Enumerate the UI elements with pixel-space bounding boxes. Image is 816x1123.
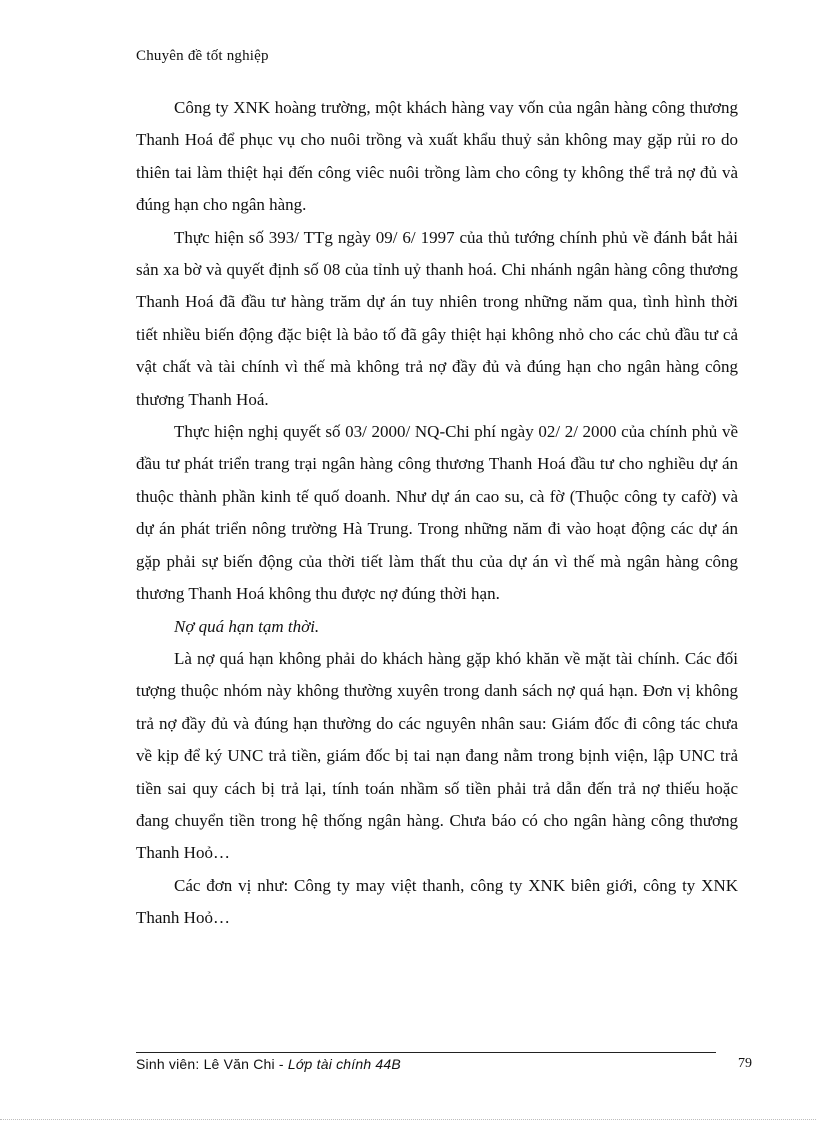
footer-class-name: Lớp tài chính 44B [287,1056,401,1072]
page-number: 79 [738,1056,752,1071]
footer-student-name: Sinh viên: Lê Văn Chi - [136,1056,288,1072]
paragraph-resolution-03: Thực hiện nghị quyết số 03/ 2000/ NQ-Chi phí ngày 02/ 2/ 2000 của chính phủ về đầu tư phát triển trang trại ngân hàng công thương Thanh Hoá đầu tư cho nghiều dự án thuộc thành phần kinh tế quố doanh. Như dự án cao su, cà fờ (Thuộc công ty cafờ) và dự án phát triển nông trường Hà Trung. Trong những năm đi vào hoạt động các dự án gặp phải sự biến động của thời tiết làm thất thu của dự án vì thế mà ngân hàng công thương Thanh Hoá không thu được nợ đúng thời hạn. [136,422,738,604]
page-bottom-border [0,1119,816,1120]
paragraph-decision-393: Thực hiện số 393/ TTg ngày 09/ 6/ 1997 của thủ tướng chính phủ về đánh bắt hải sản xa bờ và quyết định số 08 của tỉnh uỷ thanh hoá. Chi nhánh ngân hàng công thương Thanh Hoá đã đầu tư hàng trăm dự án tuy nhiên trong những năm qua, tình hình thời tiết nhiều biến động đặc biệt là bảo tố đã gây thiệt hại không nhỏ cho các chủ đầu tư cả vật chất và tài chính vì thế mà không trả nợ đầy đủ và đúng hạn cho ngân hàng công thương Thanh Hoá. [136,227,738,409]
footer-divider [136,1052,716,1053]
section-subheading: Nợ quá hạn tạm thời. [174,616,320,636]
paragraph-temporary-overdue: Là nợ quá hạn không phải do khách hàng gặp khó khăn về mặt tài chính. Các đối tượng thuộc nhóm này không thường xuyên trong danh sách nợ quá hạn. Đơn vị không trả nợ đầy đủ và đúng hạn thường do các nguyên nhân sau: Giám đốc đi công tác chưa về kịp để ký UNC trả tiền, giám đốc bị tai nạn đang nằm trong bịnh viện, lập UNC trả tiền sai quy cách bị trả lại, tính toán nhầm số tiền phải trả dẫn đến trả nợ thiếu hoặc đang chuyển tiền trong hệ thống ngân hàng. Chưa báo có cho ngân hàng công thương Thanh Hoỏ… [136,648,738,863]
footer-student-info [136,1056,401,1072]
paragraph-company-xnk: Công ty XNK hoàng trường, một khách hàng vay vốn của ngân hàng công thương Thanh Hoá để phục vụ cho nuôi trồng và xuất khẩu thuỷ sản không may gặp rủi ro do thiên tai làm thiệt hại đến công viêc nuôi trồng làm cho công ty không thể trả nợ đủ và đúng hạn cho ngân hàng. [136,98,738,215]
page-header: Chuyên đề tốt nghiệp [136,48,269,64]
paragraph-unit-examples: Các đơn vị như: Công ty may việt thanh, công ty XNK biên giới, công ty XNK Thanh Hoỏ… [136,875,738,928]
document-body [136,92,738,935]
